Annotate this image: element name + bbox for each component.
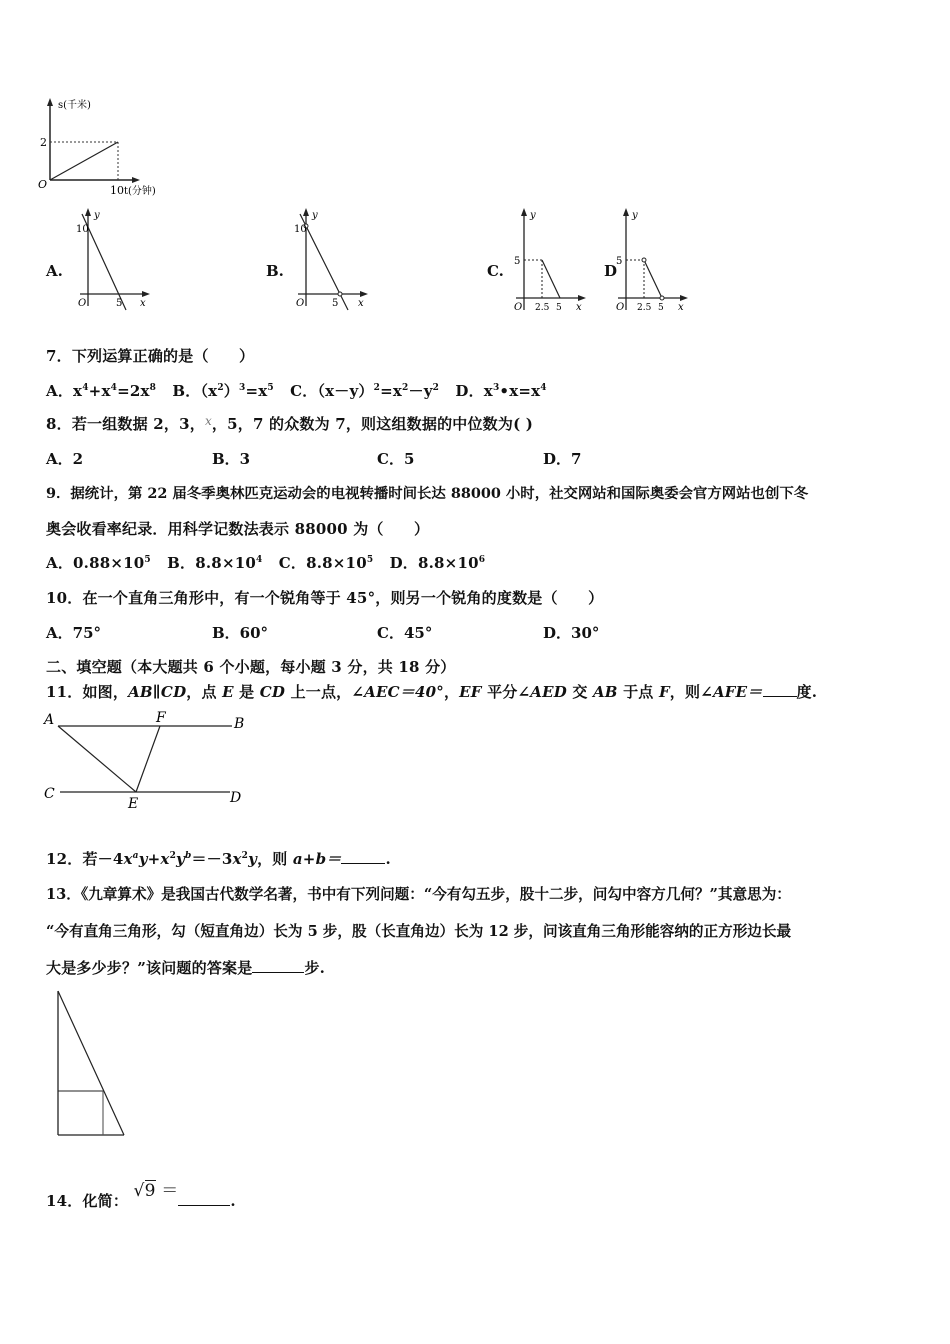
- q7-option-a[interactable]: A．$x^4+x^4=2x^8$: [46, 382, 157, 400]
- q9-options: [46, 552, 485, 573]
- q12-answer-blank[interactable]: [341, 849, 385, 864]
- q11-parallel-lines-figure: [40, 706, 250, 810]
- q6-option-b-label[interactable]: B.: [266, 262, 284, 280]
- svg-text:O: O: [78, 298, 87, 309]
- q8-stem: 8．若一组数据 2，3，$^x$，5，7 的众数为 7，则这组数据的中位数为( ): [46, 414, 534, 433]
- q6-option-b-graph[interactable]: [294, 206, 374, 312]
- svg-text:A: A: [44, 712, 55, 728]
- q14-stem: 14．化简： √9 ＝ .: [46, 1181, 236, 1210]
- svg-text:y: y: [632, 210, 638, 221]
- svg-text:C: C: [44, 786, 55, 802]
- sqrt-expression: √9 ＝: [133, 1181, 179, 1201]
- q14-answer-blank[interactable]: [178, 1191, 230, 1206]
- svg-text:10: 10: [110, 184, 124, 197]
- q10-option-c[interactable]: C．45°: [377, 624, 433, 642]
- q8-option-b[interactable]: B．3: [212, 450, 251, 468]
- svg-text:x: x: [140, 298, 146, 309]
- q13-answer-blank[interactable]: [252, 958, 304, 973]
- q7-option-c[interactable]: C．$(x-y)^2=x^2-y^2$: [290, 382, 440, 400]
- q6-option-c-label[interactable]: C.: [487, 262, 504, 280]
- q13-line2: “今有直角三角形，勾（短直角边）长为 5 步，股（长直角边）长为 12 步，问该直角三角形能容纳的正方形边长最: [46, 923, 792, 940]
- svg-text:5: 5: [556, 303, 562, 312]
- svg-text:5: 5: [616, 256, 623, 267]
- q11-stem: 11．如图，AB∥CD，点 E 是 CD 上一点，∠AEC＝40°，EF 平分∠AED 交 AB 于点 F，则∠AFE＝ 度.: [46, 683, 818, 701]
- q6-option-a-graph[interactable]: [76, 206, 156, 312]
- svg-text:2.5: 2.5: [535, 303, 550, 312]
- q9-stem-line2: 奥会收看率纪录．用科学记数法表示 88000 为（ ）: [46, 520, 430, 538]
- svg-text:O: O: [296, 298, 305, 309]
- q8-option-d[interactable]: D．7: [543, 450, 582, 468]
- q9-option-a[interactable]: A．$0.88\times 10^5$: [46, 554, 151, 572]
- svg-text:x: x: [358, 298, 364, 309]
- q6-option-c-graph[interactable]: [512, 206, 592, 312]
- q13-triangle-square-figure: [50, 985, 134, 1139]
- svg-text:O: O: [514, 302, 523, 312]
- svg-text:5: 5: [332, 298, 339, 309]
- svg-text:B: B: [234, 716, 245, 732]
- section2-title: 二、填空题（本大题共 6 个小题，每小题 3 分，共 18 分）: [46, 658, 456, 676]
- q7-option-d[interactable]: D．$x^3•x=x^4$: [455, 382, 547, 400]
- svg-text:10: 10: [294, 224, 307, 235]
- q9-option-b[interactable]: B．$8.8\times 10^4$: [167, 554, 263, 572]
- q8-option-c[interactable]: C．5: [377, 450, 415, 468]
- q6-y-axis-label: s(千米): [58, 100, 91, 111]
- q9-option-c[interactable]: C．$8.8\times 10^5$: [278, 554, 374, 572]
- q10-option-b[interactable]: B．60°: [212, 624, 269, 642]
- q9-stem-line1: 9．据统计，第 22 届冬季奥林匹克运动会的电视转播时间长达 88000 小时，社交网站和国际奥委会官方网站也创下冬: [46, 485, 809, 502]
- q11-answer-blank[interactable]: [763, 682, 797, 697]
- q10-option-d[interactable]: D．30°: [543, 624, 600, 642]
- q6-option-d-label[interactable]: D: [604, 262, 618, 280]
- svg-text:D: D: [230, 790, 242, 806]
- svg-text:5: 5: [116, 298, 123, 309]
- q7-option-b[interactable]: B．$(x^2)^3=x^5$: [172, 382, 274, 400]
- q13-line3: 大是多少步？”该问题的答案是 步.: [46, 959, 326, 977]
- svg-text:y: y: [530, 210, 536, 221]
- q9-option-d[interactable]: D．$8.8\times 10^6$: [389, 554, 486, 572]
- q10-stem: 10．在一个直角三角形中，有一个锐角等于 45°，则另一个锐角的度数是（ ）: [46, 589, 604, 607]
- svg-text:E: E: [128, 796, 139, 810]
- svg-text:F: F: [156, 710, 166, 726]
- svg-text:O: O: [616, 302, 625, 312]
- q6-x-axis-label: t(分钟): [124, 186, 156, 197]
- svg-text:O: O: [38, 178, 48, 191]
- svg-text:y: y: [94, 210, 100, 221]
- svg-text:2.5: 2.5: [637, 303, 652, 312]
- q10-option-a[interactable]: A．75°: [46, 624, 102, 642]
- q6-option-a-label[interactable]: A.: [46, 262, 63, 280]
- svg-text:10: 10: [76, 224, 89, 235]
- q6-option-d-graph[interactable]: [614, 206, 694, 312]
- q8-option-a[interactable]: A．2: [46, 450, 84, 468]
- q13-line1: 13．《九章算术》是我国古代数学名著，书中有下列问题：“今有勾五步，股十二步，问勾中容方几何？”其意思为：: [46, 886, 791, 903]
- svg-text:x: x: [678, 302, 684, 312]
- q12-stem: 12．若$-4x^ay+x^2y^b=-3x^2y$，则 a+b＝ .: [46, 850, 391, 868]
- svg-text:x: x: [576, 302, 582, 312]
- svg-text:2: 2: [40, 136, 47, 149]
- svg-text:5: 5: [514, 256, 521, 267]
- svg-text:5: 5: [658, 303, 664, 312]
- q7-options: [46, 380, 547, 401]
- q7-stem: 7．下列运算正确的是（ ）: [46, 347, 255, 365]
- svg-text:y: y: [312, 210, 318, 221]
- q6-distance-time-graph: [36, 96, 176, 200]
